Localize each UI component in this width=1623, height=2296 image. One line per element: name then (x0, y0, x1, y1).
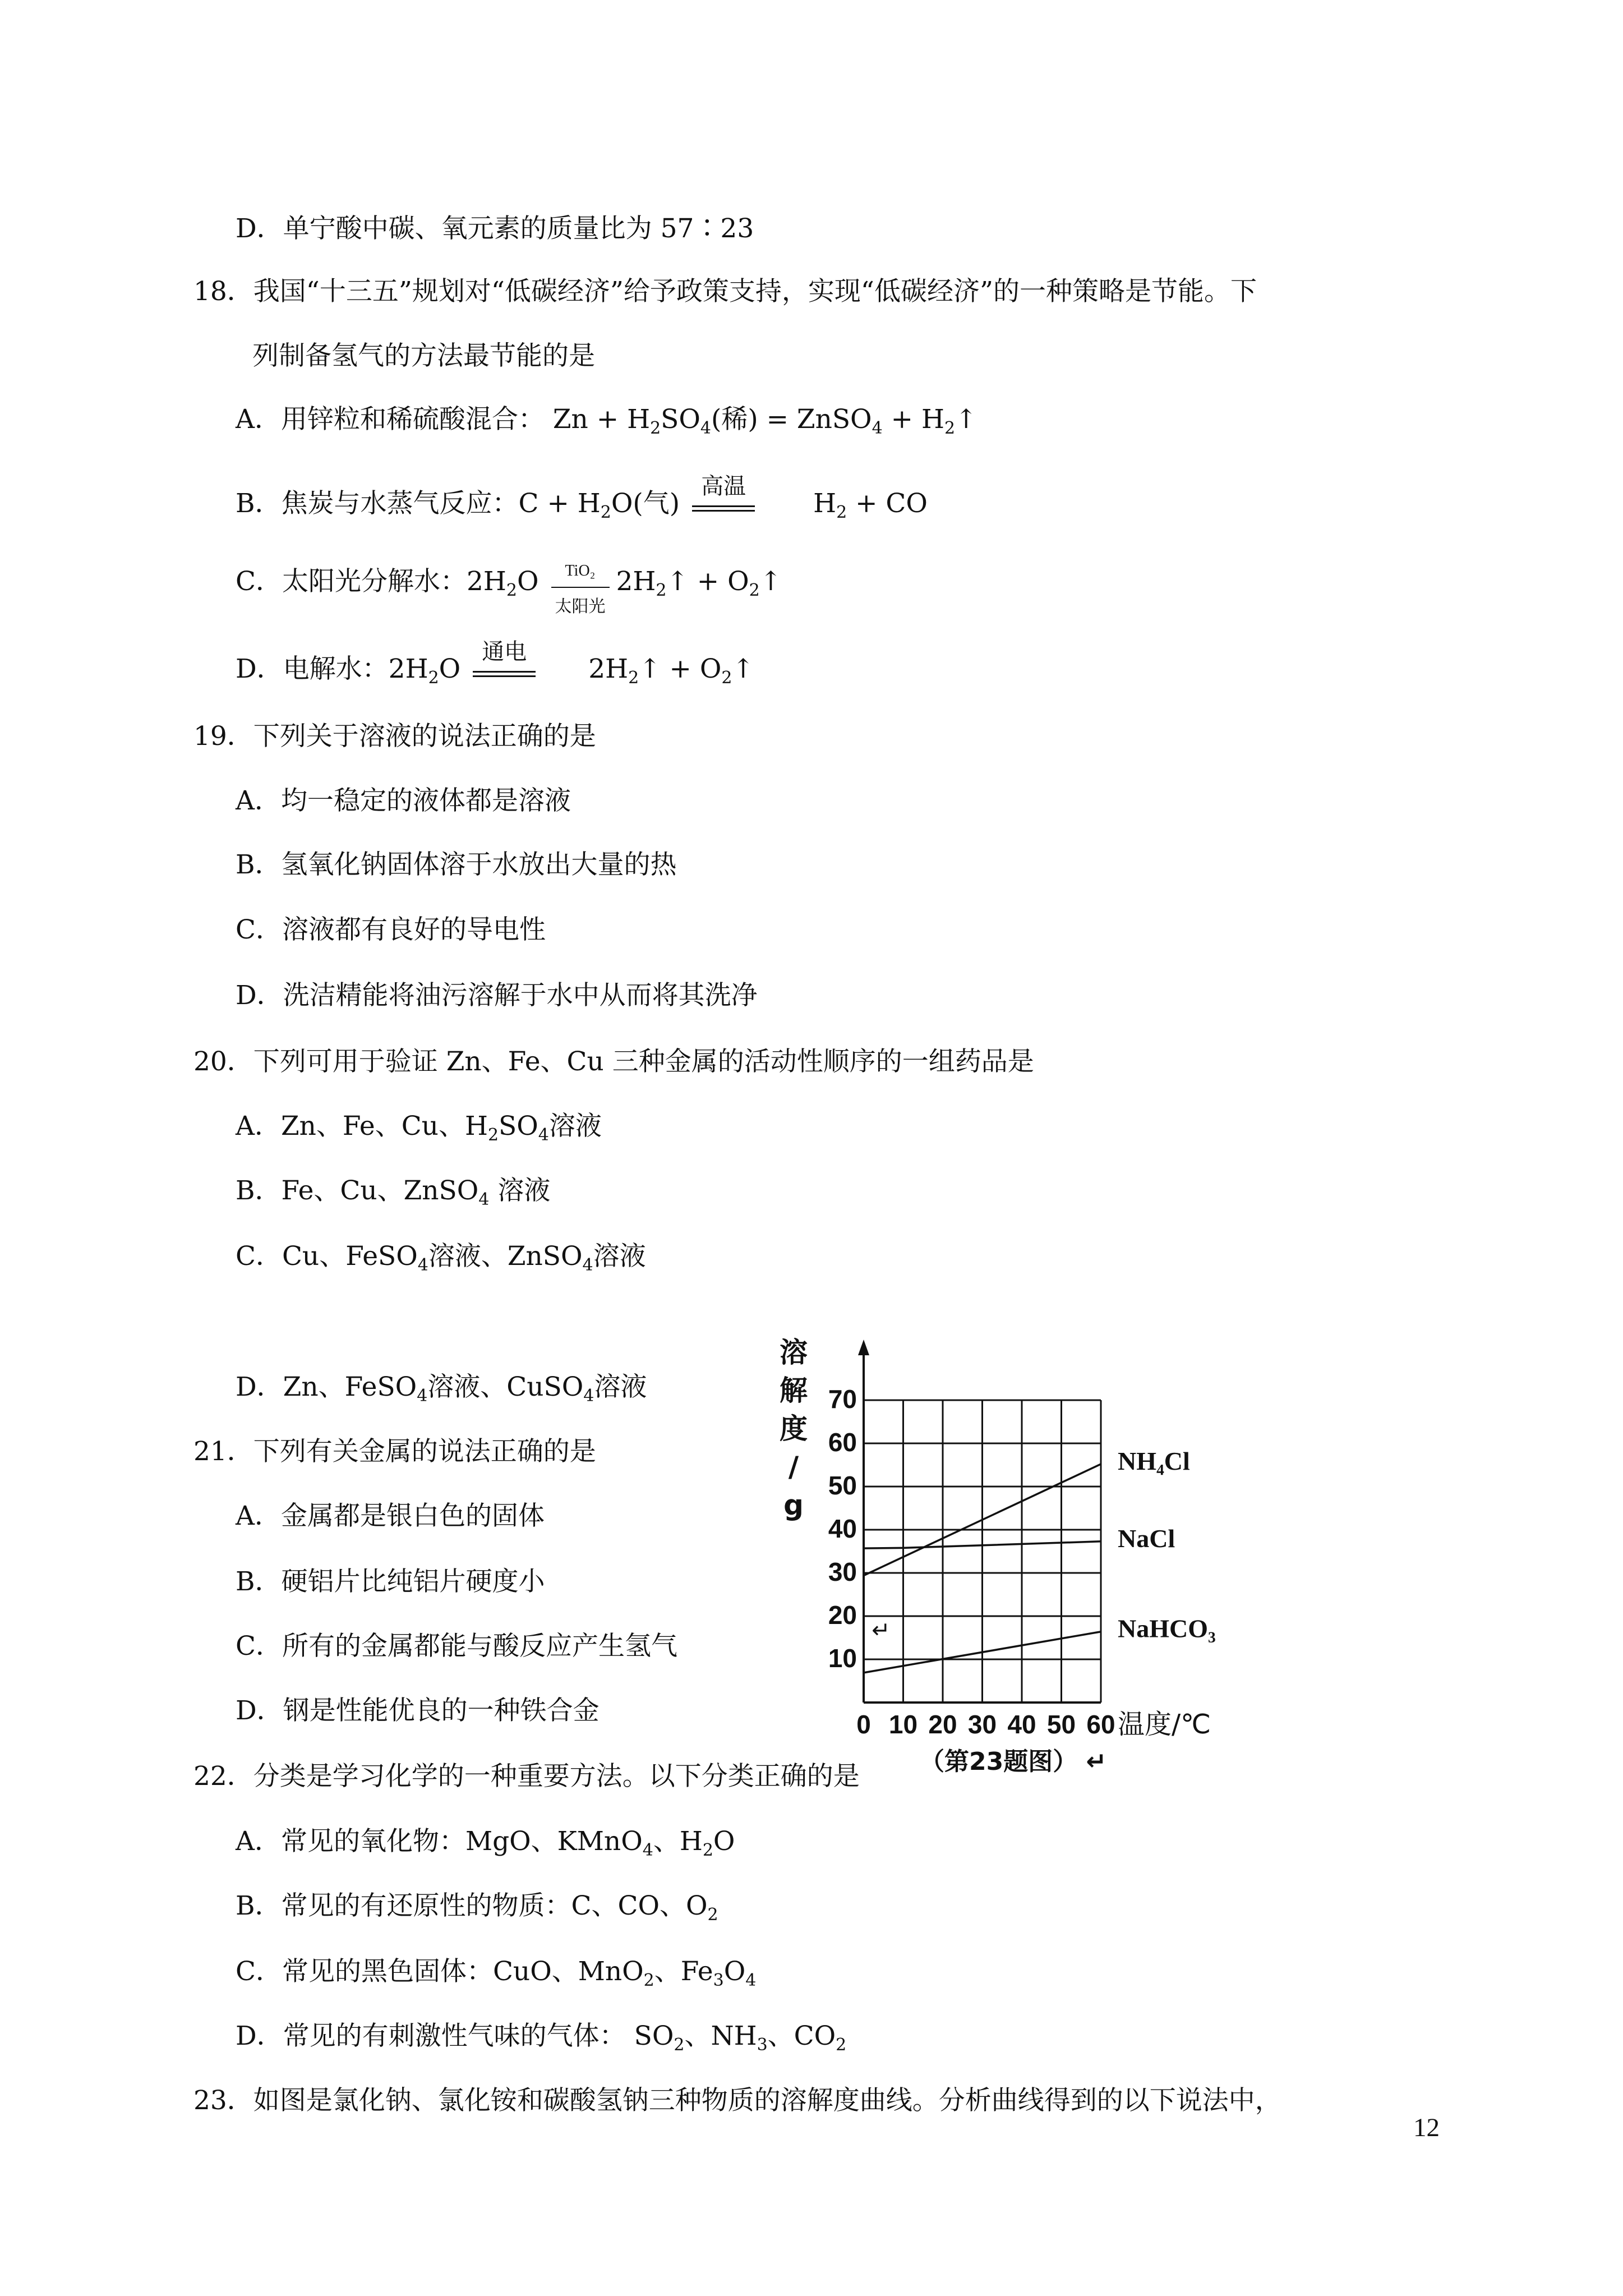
q22-stem: 22．分类是学习化学的一种重要方法。以下分类正确的是 (193, 1761, 860, 1792)
q22-option-c: C．常见的黑色固体：CuO、MnO$_2$、$Fe_3O_4$ (236, 1956, 757, 1990)
q22-option-d: D．常见的有刺激性气味的气体： $SO_2$、$NH_3$、$CO_2$ (236, 2021, 847, 2055)
q21-stem: 21．下列有关金属的说法正确的是 (193, 1436, 596, 1467)
y-tick-label: 50 (828, 1471, 857, 1500)
chart-grid (864, 1400, 1101, 1703)
y-tick-label: 70 (828, 1384, 857, 1414)
q18-option-c: C．太阳光分解水：$2H_2O$ $\frac{\text{TiO₂}}{\text{太阳光}}$ $2H_2↑$ + $O_2↑$ (236, 562, 782, 616)
y-axis-label-char: 溶 (780, 1336, 808, 1369)
x-tick-label: 20 (928, 1710, 957, 1739)
x-tick-labels (856, 1710, 1115, 1739)
q19-option-c: C．溶液都有良好的导电性 (236, 914, 546, 945)
q18-option-d: D．电解水：$2H_2O$ 通电 $2H_2↑$ + $O_2↑$ (236, 639, 754, 688)
series-label: NaHCO₃ (1118, 1614, 1216, 1643)
q20-option-d: D．Zn、FeSO$_4$溶液、CuSO$_4$溶液 (236, 1372, 647, 1406)
y-axis-label-char: / (788, 1451, 799, 1483)
x-tick-label: 30 (967, 1710, 997, 1739)
q19-option-a: A．均一稳定的液体都是溶液 (236, 785, 571, 816)
q17-option-d: D．单宁酸中碳、氧元素的质量比为 57∶23 (236, 213, 754, 244)
y-axis-arrow-icon (858, 1340, 869, 1355)
y-tick-labels (828, 1384, 857, 1673)
q18-stem-line2: 列制备氢气的方法最节能的是 (252, 341, 595, 371)
q20-option-c: C．Cu、FeSO$_4$溶液、ZnSO$_4$溶液 (236, 1241, 646, 1275)
y-tick-label: 20 (828, 1600, 857, 1630)
x-tick-label: 10 (888, 1710, 918, 1739)
q21-option-c: C．所有的金属都能与酸反应产生氢气 (236, 1631, 677, 1662)
q21-option-a: A．金属都是银白色的固体 (236, 1501, 545, 1531)
q20-option-a: A．Zn、Fe、Cu、$H_2SO_4$溶液 (236, 1111, 602, 1145)
q22-option-b: B．常见的有还原性的物质：C、CO、$O_2$ (236, 1890, 718, 1925)
q22-option-a: A．常见的氧化物：MgO、KMnO$_4$、$H_2O$ (236, 1826, 735, 1860)
reaction-condition-tio2-sunlight: $\frac{\text{TiO₂}}{\text{太阳光}}$ (547, 567, 614, 600)
q19-option-b: B．氢氧化钠固体溶于水放出大量的热 (236, 849, 677, 880)
y-axis-label-char: 度 (780, 1412, 808, 1445)
y-tick-label: 60 (828, 1428, 857, 1457)
q21-option-b: B．硬铝片比纯铝片硬度小 (236, 1566, 545, 1597)
reaction-condition-electricity: 通电 (471, 654, 538, 688)
x-tick-label: 40 (1007, 1710, 1036, 1739)
x-axis-label: 温度/℃ (1118, 1709, 1211, 1740)
series-label: NaCl (1118, 1524, 1175, 1553)
q18-option-a: A．用锌粒和稀硫酸混合： $Zn + H_2SO_4$(稀) = ZnSO$_4$ + $H_2↑$ (236, 404, 978, 438)
reaction-condition-high-temp: 高温 (690, 489, 757, 522)
y-axis-label-char: g (783, 1489, 804, 1521)
return-mark: ↵ (872, 1617, 891, 1644)
q21-option-d: D．钢是性能优良的一种铁合金 (236, 1695, 600, 1726)
y-tick-label: 10 (828, 1644, 857, 1673)
y-tick-label: 30 (828, 1557, 857, 1586)
solubility-chart (774, 1313, 1312, 1806)
q18-option-b: B．焦炭与水蒸气反应：$C + H_2O$(气) 高温 $H_2$ + CO (236, 473, 928, 522)
q19-stem: 19．下列关于溶液的说法正确的是 (193, 721, 596, 752)
y-axis-label-char: 解 (780, 1374, 808, 1407)
q18-stem-line1: 18．我国“十三五”规划对“低碳经济”给予政策支持，实现“低碳经济”的一种策略是节能。下 (193, 276, 1257, 307)
figure-caption: （第23题图） ↵ (920, 1747, 1107, 1776)
q23-stem: 23．如图是氯化钠、氯化铵和碳酸氢钠三种物质的溶解度曲线。分析曲线得到的以下说法中， (193, 2085, 1281, 2116)
x-tick-label: 0 (856, 1710, 871, 1739)
x-tick-label: 50 (1046, 1710, 1076, 1739)
q20-stem: 20．下列可用于验证 Zn、Fe、Cu 三种金属的活动性顺序的一组药品是 (193, 1046, 1034, 1077)
y-tick-label: 40 (828, 1514, 857, 1543)
x-tick-label: 60 (1086, 1710, 1115, 1739)
series-label: NH₄Cl (1118, 1446, 1190, 1475)
q20-option-b: B．Fe、Cu、ZnSO$_4$ 溶液 (236, 1175, 551, 1209)
page-number: 12 (1413, 2113, 1440, 2142)
q19-option-d: D．洗洁精能将油污溶解于水中从而将其洗净 (236, 980, 758, 1011)
